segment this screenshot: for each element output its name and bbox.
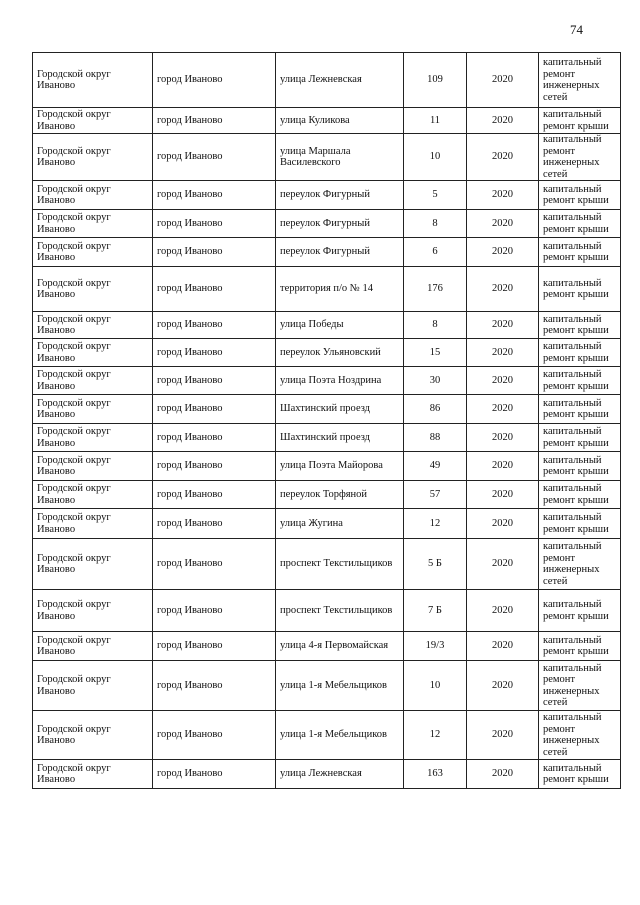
cell-district: Городской округ Иваново (33, 452, 153, 481)
cell-year: 2020 (467, 452, 539, 481)
cell-year: 2020 (467, 481, 539, 509)
cell-year: 2020 (467, 590, 539, 632)
cell-work: капитальный ремонт крыши (539, 267, 621, 312)
cell-work: капитальный ремонт крыши (539, 632, 621, 661)
cell-year: 2020 (467, 53, 539, 108)
cell-year: 2020 (467, 661, 539, 711)
cell-district: Городской округ Иваново (33, 711, 153, 760)
cell-work: капитальный ремонт крыши (539, 181, 621, 210)
cell-house: 5 (404, 181, 467, 210)
cell-city: город Иваново (153, 367, 276, 395)
cell-district: Городской округ Иваново (33, 632, 153, 661)
cell-street: улица 1-я Мебельщиков (276, 711, 404, 760)
cell-year: 2020 (467, 760, 539, 789)
cell-year: 2020 (467, 632, 539, 661)
table-row (33, 711, 621, 760)
cell-district: Городской округ Иваново (33, 481, 153, 509)
cell-city: город Иваново (153, 711, 276, 760)
table-row (33, 661, 621, 711)
cell-house: 15 (404, 339, 467, 367)
cell-house: 163 (404, 760, 467, 789)
cell-work: капитальный ремонт крыши (539, 339, 621, 367)
cell-year: 2020 (467, 539, 539, 590)
cell-work: капитальный ремонт инженерных сетей (539, 134, 621, 181)
cell-city: город Иваново (153, 760, 276, 789)
cell-work: капитальный ремонт инженерных сетей (539, 53, 621, 108)
cell-city: город Иваново (153, 134, 276, 181)
cell-city: город Иваново (153, 590, 276, 632)
cell-house: 30 (404, 367, 467, 395)
cell-work: капитальный ремонт крыши (539, 452, 621, 481)
cell-house: 88 (404, 424, 467, 452)
cell-year: 2020 (467, 339, 539, 367)
cell-city: город Иваново (153, 108, 276, 134)
table-row (33, 395, 621, 424)
cell-district: Городской округ Иваново (33, 181, 153, 210)
cell-city: город Иваново (153, 539, 276, 590)
table-row (33, 312, 621, 339)
cell-district: Городской округ Иваново (33, 108, 153, 134)
cell-house: 109 (404, 53, 467, 108)
table-row (33, 452, 621, 481)
cell-year: 2020 (467, 181, 539, 210)
cell-year: 2020 (467, 210, 539, 238)
cell-house: 86 (404, 395, 467, 424)
cell-year: 2020 (467, 367, 539, 395)
cell-city: город Иваново (153, 452, 276, 481)
cell-work: капитальный ремонт крыши (539, 509, 621, 539)
table-row (33, 481, 621, 509)
cell-work: капитальный ремонт крыши (539, 760, 621, 789)
cell-street: улица 4-я Первомайская (276, 632, 404, 661)
table-row (33, 509, 621, 539)
cell-year: 2020 (467, 711, 539, 760)
cell-city: город Иваново (153, 395, 276, 424)
table-row (33, 632, 621, 661)
table-row (33, 539, 621, 590)
table-row (33, 108, 621, 134)
cell-year: 2020 (467, 134, 539, 181)
cell-year: 2020 (467, 312, 539, 339)
table-row (33, 53, 621, 108)
table-row (33, 210, 621, 238)
cell-street: улица Лежневская (276, 53, 404, 108)
cell-work: капитальный ремонт крыши (539, 312, 621, 339)
cell-district: Городской округ Иваново (33, 267, 153, 312)
cell-street: улица Куликова (276, 108, 404, 134)
table-row (33, 590, 621, 632)
cell-work: капитальный ремонт крыши (539, 108, 621, 134)
cell-district: Городской округ Иваново (33, 661, 153, 711)
cell-year: 2020 (467, 424, 539, 452)
cell-house: 11 (404, 108, 467, 134)
cell-city: город Иваново (153, 509, 276, 539)
cell-district: Городской округ Иваново (33, 509, 153, 539)
cell-district: Городской округ Иваново (33, 760, 153, 789)
cell-year: 2020 (467, 267, 539, 312)
cell-city: город Иваново (153, 339, 276, 367)
cell-district: Городской округ Иваново (33, 395, 153, 424)
cell-city: город Иваново (153, 210, 276, 238)
cell-district: Городской округ Иваново (33, 339, 153, 367)
cell-work: капитальный ремонт инженерных сетей (539, 661, 621, 711)
cell-work: капитальный ремонт крыши (539, 367, 621, 395)
cell-street: улица Победы (276, 312, 404, 339)
table-row (33, 760, 621, 789)
cell-street: переулок Торфяной (276, 481, 404, 509)
cell-house: 5 Б (404, 539, 467, 590)
table-row (33, 134, 621, 181)
table-row (33, 238, 621, 267)
cell-street: переулок Фигурный (276, 238, 404, 267)
cell-year: 2020 (467, 509, 539, 539)
page-number: 74 (570, 22, 583, 37)
cell-city: город Иваново (153, 181, 276, 210)
cell-city: город Иваново (153, 481, 276, 509)
cell-district: Городской округ Иваново (33, 424, 153, 452)
cell-district: Городской округ Иваново (33, 238, 153, 267)
cell-street: улица Поэта Майорова (276, 452, 404, 481)
cell-city: город Иваново (153, 312, 276, 339)
cell-year: 2020 (467, 395, 539, 424)
cell-street: проспект Текстильщиков (276, 539, 404, 590)
cell-year: 2020 (467, 238, 539, 267)
cell-house: 10 (404, 661, 467, 711)
cell-street: переулок Фигурный (276, 210, 404, 238)
cell-work: капитальный ремонт крыши (539, 210, 621, 238)
cell-city: город Иваново (153, 661, 276, 711)
cell-work: капитальный ремонт крыши (539, 481, 621, 509)
cell-year: 2020 (467, 108, 539, 134)
cell-house: 10 (404, 134, 467, 181)
cell-house: 12 (404, 711, 467, 760)
cell-district: Городской округ Иваново (33, 539, 153, 590)
cell-street: улица 1-я Мебельщиков (276, 661, 404, 711)
cell-house: 19/3 (404, 632, 467, 661)
cell-house: 49 (404, 452, 467, 481)
cell-street: улица Маршала Василевского (276, 134, 404, 181)
cell-house: 7 Б (404, 590, 467, 632)
cell-street: Шахтинский проезд (276, 395, 404, 424)
cell-work: капитальный ремонт крыши (539, 590, 621, 632)
cell-house: 57 (404, 481, 467, 509)
cell-work: капитальный ремонт инженерных сетей (539, 539, 621, 590)
table-row (33, 339, 621, 367)
cell-district: Городской округ Иваново (33, 590, 153, 632)
cell-street: проспект Текстильщиков (276, 590, 404, 632)
cell-city: город Иваново (153, 267, 276, 312)
cell-city: город Иваново (153, 632, 276, 661)
table-row (33, 267, 621, 312)
table-row (33, 181, 621, 210)
cell-street: улица Лежневская (276, 760, 404, 789)
cell-house: 176 (404, 267, 467, 312)
cell-city: город Иваново (153, 53, 276, 108)
cell-street: территория п/о № 14 (276, 267, 404, 312)
cell-street: переулок Ульяновский (276, 339, 404, 367)
cell-city: город Иваново (153, 424, 276, 452)
cell-street: улица Поэта Ноздрина (276, 367, 404, 395)
cell-work: капитальный ремонт крыши (539, 238, 621, 267)
cell-house: 8 (404, 312, 467, 339)
cell-city: город Иваново (153, 238, 276, 267)
cell-work: капитальный ремонт крыши (539, 395, 621, 424)
table-row (33, 424, 621, 452)
cell-house: 12 (404, 509, 467, 539)
cell-district: Городской округ Иваново (33, 210, 153, 238)
cell-district: Городской округ Иваново (33, 134, 153, 181)
cell-street: Шахтинский проезд (276, 424, 404, 452)
cell-work: капитальный ремонт инженерных сетей (539, 711, 621, 760)
cell-work: капитальный ремонт крыши (539, 424, 621, 452)
cell-street: переулок Фигурный (276, 181, 404, 210)
cell-district: Городской округ Иваново (33, 367, 153, 395)
cell-district: Городской округ Иваново (33, 312, 153, 339)
cell-house: 8 (404, 210, 467, 238)
repair-table (32, 52, 621, 789)
cell-district: Городской округ Иваново (33, 53, 153, 108)
cell-house: 6 (404, 238, 467, 267)
table-row (33, 367, 621, 395)
cell-street: улица Жугина (276, 509, 404, 539)
